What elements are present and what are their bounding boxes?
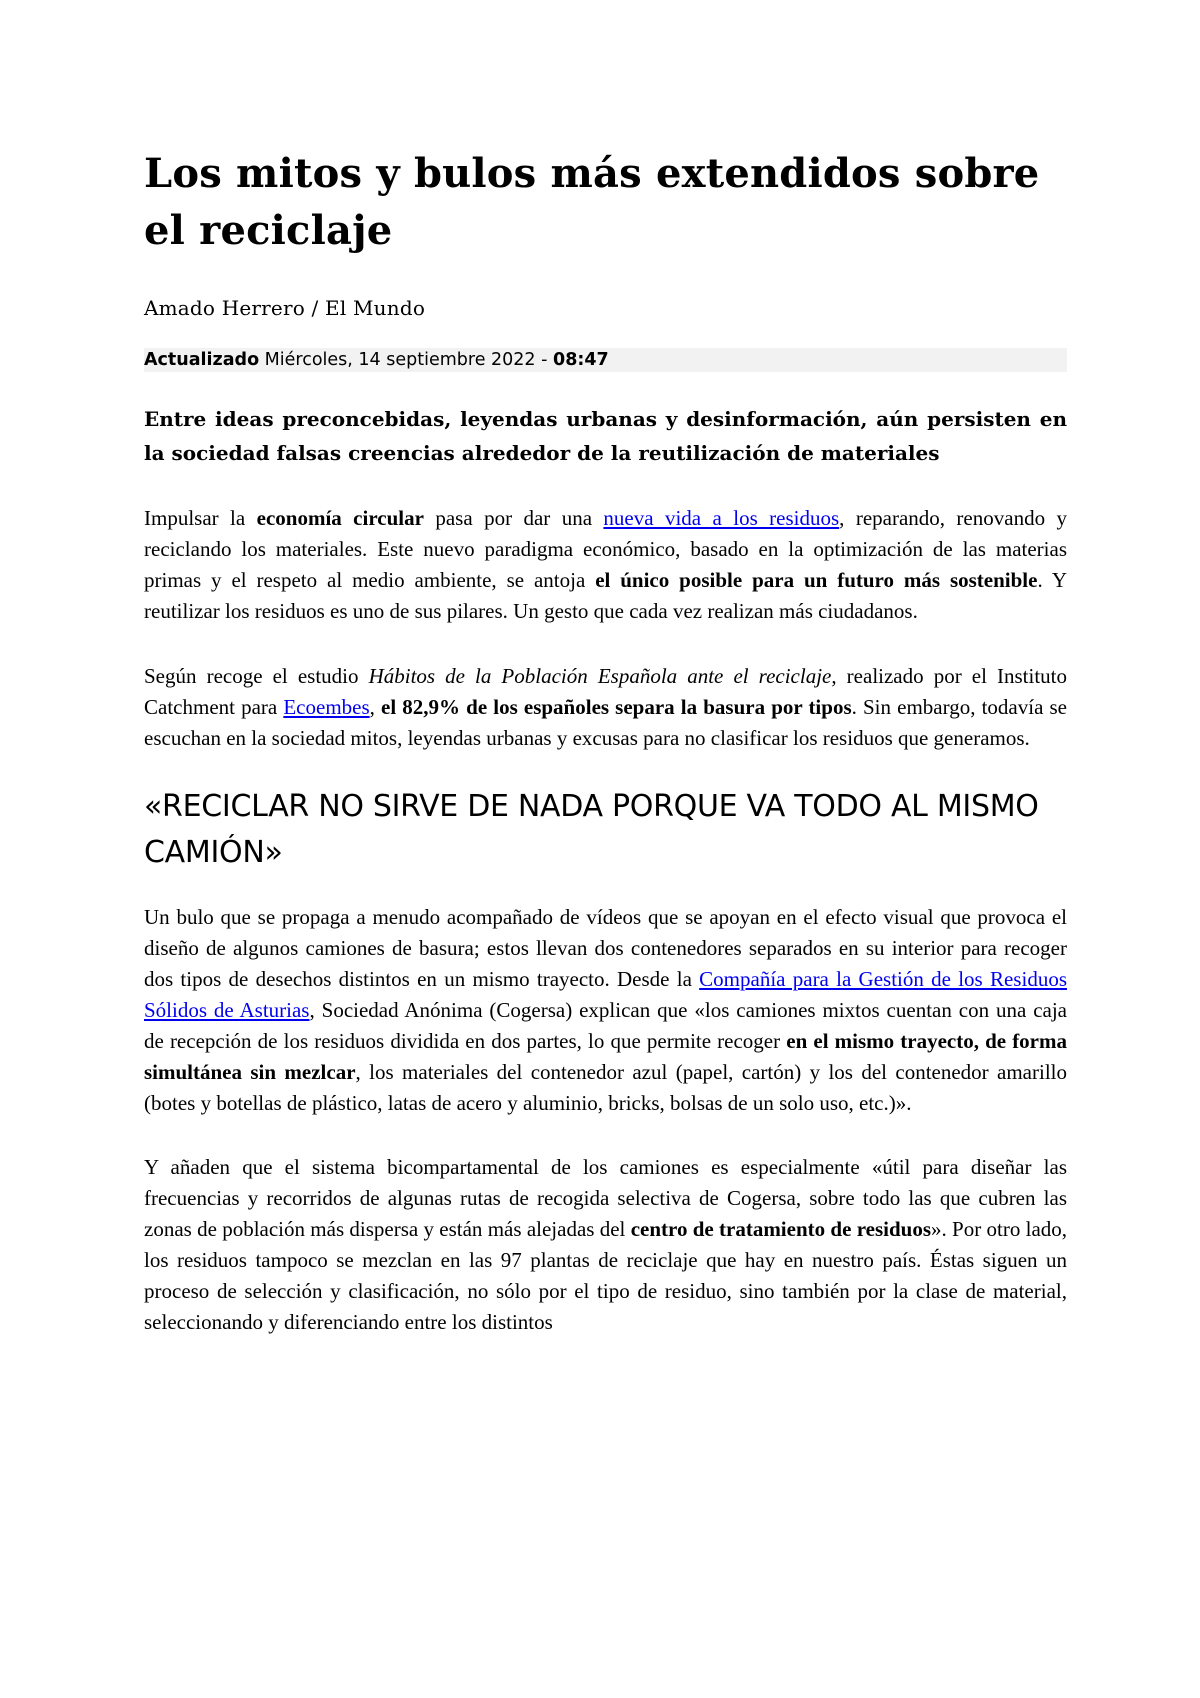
article-author: Amado Herrero / El Mundo	[144, 296, 426, 320]
p1-bold-1: economía circular	[256, 506, 424, 530]
p1-text-1: Impulsar la	[144, 506, 257, 530]
p2-text-3: ,	[369, 695, 382, 719]
link-ecoembes[interactable]: Ecoembes	[283, 695, 370, 719]
p3-text-1: Un bulo que se propaga a menudo acompañado de vídeos que se apoyan en el efecto visual que provoca el diseño de algunos camiones de basura; estos llevan dos contenedores separados en su interior para recoger dos tipos de desechos distintos en un mismo trayecto. Desde la	[144, 905, 1067, 991]
p1-text-2: pasa por dar una	[423, 506, 604, 530]
p3-bold-1: en el mismo trayecto, de forma simultánea sin mezlcar	[144, 1029, 1067, 1084]
updated-date: Miércoles, 14 septiembre 2022 -	[264, 350, 548, 370]
p1-text-4: . Y reutilizar los residuos es uno de sus pilares. Un gesto que cada vez realizan más ciudadanos.	[144, 568, 1068, 623]
p3-text-3: , los materiales del contenedor azul (papel, cartón) y los del contenedor amarillo (botes y botellas de plástico, latas de acero y aluminio, bricks, bolsas de un solo uso, etc.)».	[144, 1060, 1067, 1115]
article-title: Los mitos y bulos más extendidos sobre el reciclaje	[144, 150, 1040, 254]
section-heading: «RECICLAR NO SIRVE DE NADA PORQUE VA TODO AL MISMO CAMIÓN»	[144, 789, 1039, 870]
article-lead: Entre ideas preconcebidas, leyendas urbanas y desinformación, aún persisten en la sociedad falsas creencias alrededor de la reutilización de materiales	[144, 407, 1067, 465]
paragraph-4	[144, 1152, 1067, 1338]
paragraph-2	[144, 661, 1067, 754]
p2-study-title: Hábitos de la Población Española ante el reciclaje	[368, 664, 832, 688]
p2-text-2: , realizado por el Instituto Catchment para	[144, 664, 1067, 719]
updated-label: Actualizado	[144, 350, 260, 370]
paragraph-3	[144, 902, 1067, 1119]
link-cogersa[interactable]: Compañía para la Gestión de los Residuos Sólidos de Asturias	[144, 967, 1067, 1022]
paragraph-1	[144, 503, 1067, 627]
p4-bold-1: centro de tratamiento de residuos	[630, 1217, 932, 1241]
link-nueva-vida-residuos[interactable]: nueva vida a los residuos	[603, 506, 840, 530]
p4-text-1: Y añaden que el sistema bicompartamental de los camiones es especialmente «útil para diseñar las frecuencias y recorridos de algunas rutas de recogida selectiva de Cogersa, sobre todo las que cubren las zonas de población más dispersa y están más alejadas del	[144, 1155, 1067, 1241]
p2-text-1: Según recoge el estudio	[144, 664, 369, 688]
p3-text-2: , Sociedad Anónima (Cogersa) explican que «los camiones mixtos cuentan con una caja de recepción de los residuos dividida en dos partes, lo que permite recoger	[144, 998, 1067, 1053]
p2-bold-1: el 82,9% de los españoles separa la basura por tipos	[381, 695, 852, 719]
p2-text-4: . Sin embargo, todavía se escuchan en la sociedad mitos, leyendas urbanas y excusas para no clasificar los residuos que generamos.	[144, 695, 1067, 750]
p4-text-2: ». Por otro lado, los residuos tampoco se mezclan en las 97 plantas de reciclaje que hay en nuestro país. Éstas siguen un proceso de selección y clasificación, no sólo por el tipo de residuo, sino también por la clase de material, seleccionando y diferenciando entre los distintos	[144, 1217, 1068, 1334]
updated-time: 08:47	[553, 350, 609, 370]
p1-text-3: , reparando, renovando y reciclando los materiales. Este nuevo paradigma económico, basado en la optimización de las materias primas y el respeto al medio ambiente, se antoja	[144, 506, 1067, 592]
update-dateline	[144, 348, 1067, 372]
p1-bold-2: el único posible para un futuro más sostenible	[595, 568, 1038, 592]
